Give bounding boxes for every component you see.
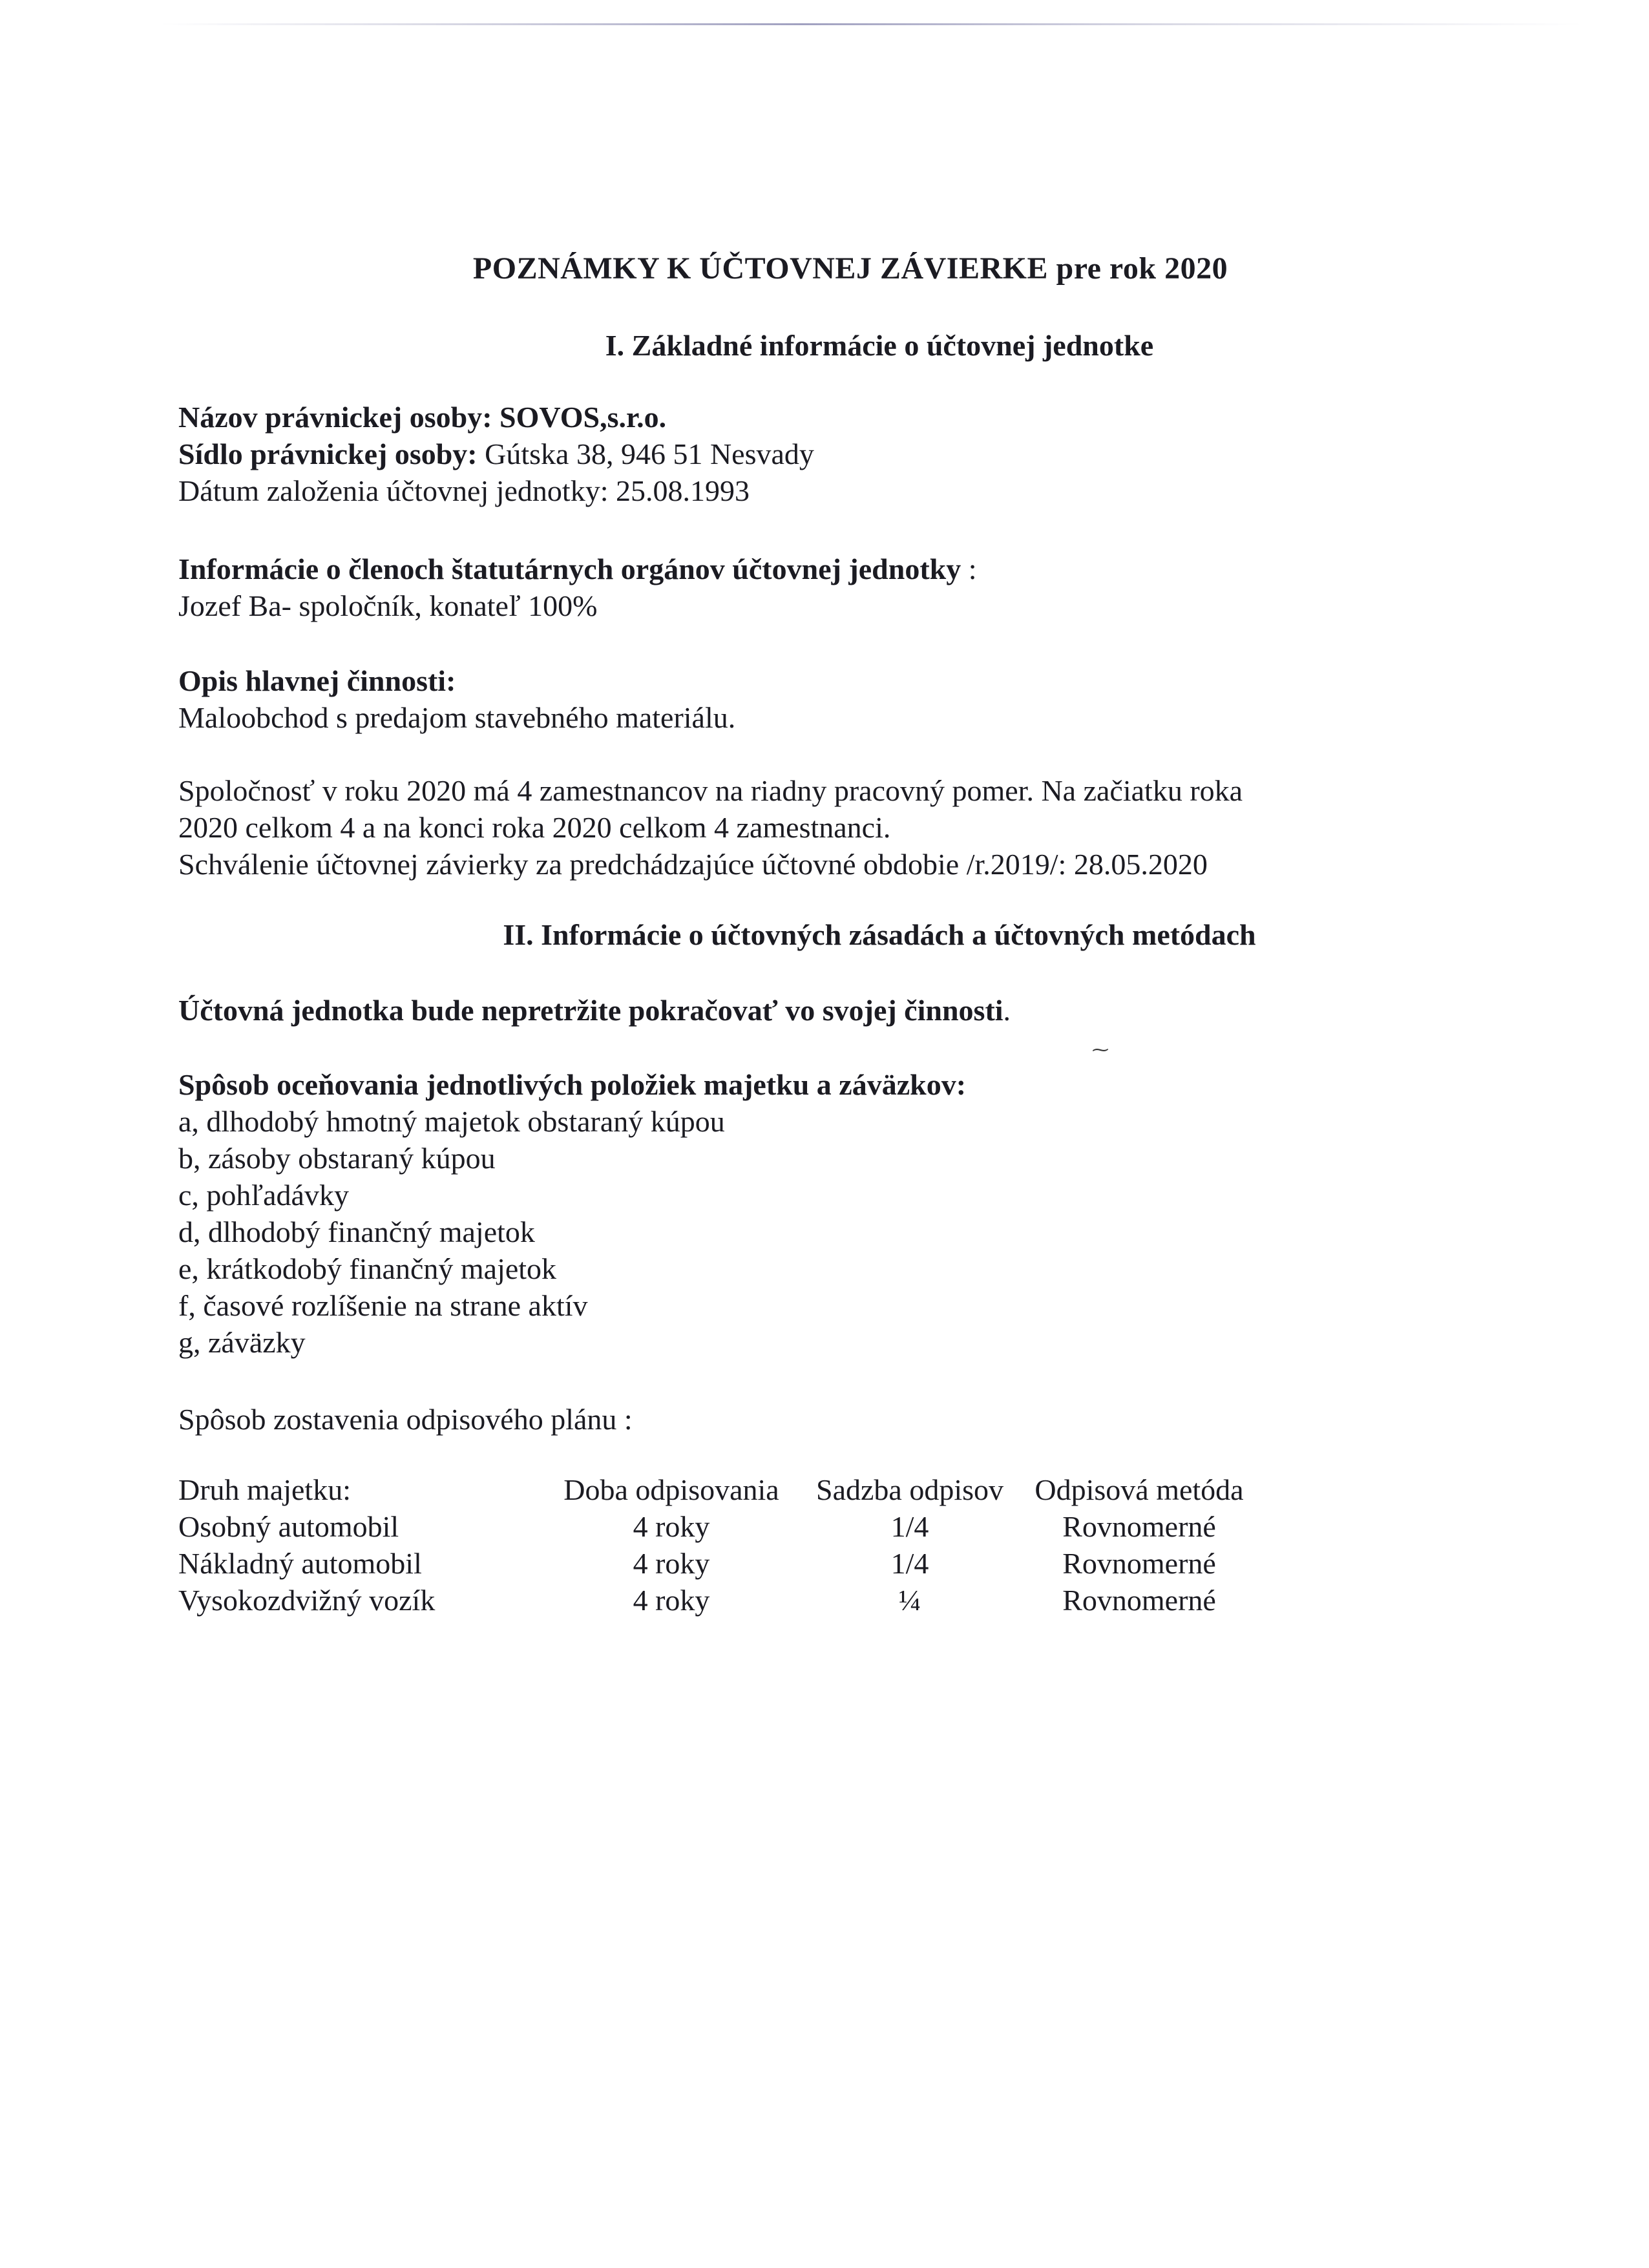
column-header-method: Odpisová metóda — [1035, 1473, 1244, 1506]
cell-asset-type: Vysokozdvižný vozík — [178, 1584, 436, 1617]
going-concern-text: Účtovná jednotka bude nepretržite pokračovať vo svojej činnosti — [178, 994, 1003, 1027]
valuation-methods — [178, 1066, 966, 1361]
cell-method: Rovnomerné — [1062, 1547, 1216, 1580]
members-label: Informácie o členoch štatutárnych orgánov účtovnej jednotky — [178, 552, 961, 585]
company-seat-value: Gútska 38, 946 51 Nesvady — [485, 437, 814, 470]
statutory-members — [178, 551, 977, 624]
scan-edge-line — [162, 23, 1583, 25]
employees-line-2: 2020 celkom 4 a na konci roka 2020 celkom 4 zamestnanci. — [178, 811, 891, 844]
document-title: POZNÁMKY K ÚČTOVNEJ ZÁVIERKE pre rok 2020 — [472, 251, 1228, 286]
employees-line-1: Spoločnosť v roku 2020 má 4 zamestnancov na riadny pracovný pomer. Na začiatku roka — [178, 774, 1243, 807]
company-name-label: Názov právnickej osoby: — [178, 401, 492, 434]
cell-method: Rovnomerné — [1062, 1510, 1216, 1543]
valuation-item: c, pohľadávky — [178, 1179, 349, 1212]
activity-value: Maloobchod s predajom stavebného materiálu. — [178, 701, 736, 734]
table-row — [178, 1582, 1259, 1619]
employees-info — [178, 772, 1243, 883]
table-header-row — [178, 1471, 1259, 1508]
founded-date-line: Dátum založenia účtovnej jednotky: 25.08.1993 — [178, 474, 750, 507]
cell-period: 4 roky — [633, 1547, 710, 1580]
cell-period: 4 roky — [633, 1584, 710, 1617]
company-info — [178, 399, 814, 509]
column-header-period: Doba odpisovania — [563, 1473, 779, 1506]
table-row — [178, 1508, 1259, 1545]
going-concern-period: . — [1003, 994, 1011, 1027]
going-concern-line — [178, 992, 1011, 1029]
cell-asset-type: Nákladný automobil — [178, 1547, 422, 1580]
main-activity — [178, 662, 735, 736]
going-concern — [178, 992, 1011, 1029]
cell-rate: 1/4 — [890, 1547, 929, 1580]
column-header-asset-type: Druh majetku: — [178, 1473, 351, 1506]
members-value: Jozef Ba- spoločník, konateľ 100% — [178, 589, 598, 622]
company-seat-label: Sídlo právnickej osoby: — [178, 437, 478, 470]
cell-asset-type: Osobný automobil — [178, 1510, 399, 1543]
valuation-item: a, dlhodobý hmotný majetok obstaraný kúpou — [178, 1105, 725, 1138]
pen-mark: ⁓ — [1092, 1040, 1109, 1059]
cell-rate: 1/4 — [890, 1510, 929, 1543]
cell-method: Rovnomerné — [1062, 1584, 1216, 1617]
members-label-line — [178, 551, 977, 587]
cell-rate: ¼ — [898, 1584, 921, 1617]
company-name-line — [178, 399, 814, 436]
approval-line: Schválenie účtovnej závierky za predchádzajúce účtovné obdobie /r.2019/: 28.05.2020 — [178, 848, 1208, 881]
section-1-heading: I. Základné informácie o účtovnej jednotke — [605, 329, 1154, 362]
valuation-item: d, dlhodobý finančný majetok — [178, 1215, 535, 1248]
depreciation-plan-label: Spôsob zostavenia odpisového plánu : — [178, 1403, 633, 1436]
members-colon: : — [968, 552, 977, 585]
valuation-item: e, krátkodobý finančný majetok — [178, 1252, 557, 1285]
cell-period: 4 roky — [633, 1510, 710, 1543]
company-name-value: SOVOS,s.r.o. — [499, 401, 667, 434]
depreciation-plan-label-block — [178, 1401, 633, 1438]
section-2-heading: II. Informácie o účtovných zásadách a účtovných metódach — [503, 918, 1256, 951]
valuation-heading: Spôsob oceňovania jednotlivých položiek majetku a záväzkov: — [178, 1068, 967, 1101]
valuation-item: f, časové rozlíšenie na strane aktív — [178, 1289, 588, 1322]
column-header-rate: Sadzba odpisov — [815, 1473, 1003, 1506]
company-seat-line — [178, 436, 814, 472]
table-row — [178, 1545, 1259, 1582]
activity-label: Opis hlavnej činnosti: — [178, 664, 456, 697]
valuation-item: g, záväzky — [178, 1326, 306, 1359]
depreciation-table — [178, 1471, 1259, 1619]
valuation-item: b, zásoby obstaraný kúpou — [178, 1142, 496, 1175]
